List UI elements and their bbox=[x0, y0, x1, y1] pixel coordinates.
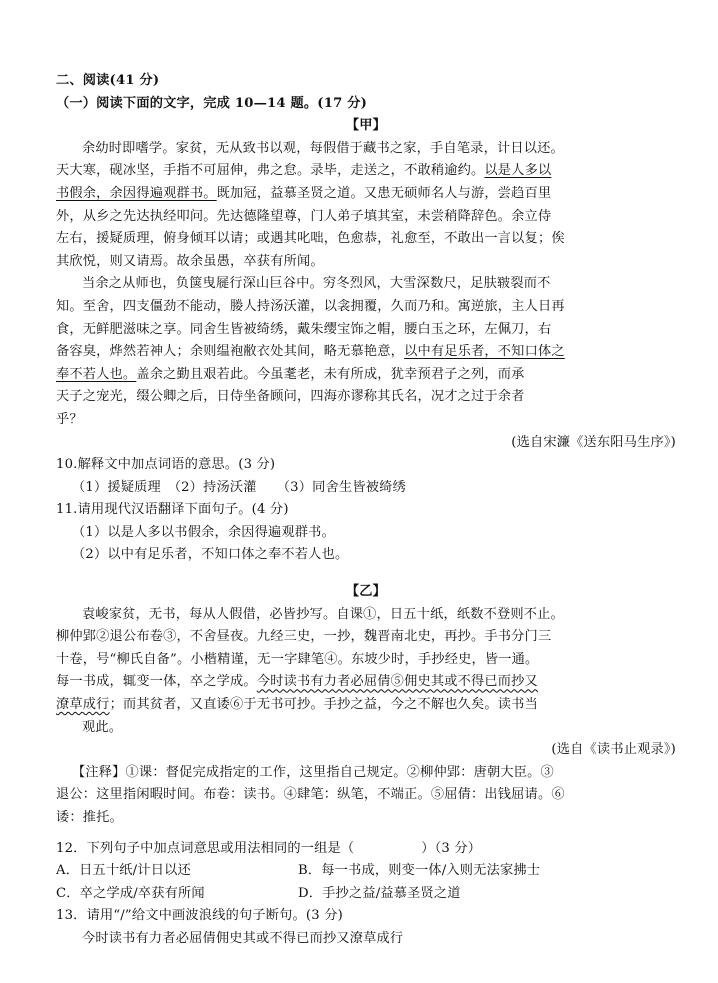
passage-text: ；而其贫者，又直诿⑥于无书可抄。手抄之益，今之不解也久矣。读书当 bbox=[109, 697, 538, 713]
wavy-underlined-sentence: 今时读书有力者必屈倩⑤佣史其或不得已而抄又 bbox=[256, 674, 538, 690]
passage-jia bbox=[56, 138, 676, 454]
passage-line: 食，无鲜肥滋味之享。同舍生皆被绮绣，戴朱缨宝饰之帽，腰白玉之环，左佩刀，右 bbox=[56, 321, 552, 337]
passage-text: 每一书成，辄变一体，卒之学成。 bbox=[56, 674, 257, 690]
passage-line bbox=[56, 364, 676, 387]
question-11-item-1: （1）以是人多以书假余，余因得遍观群书。 bbox=[72, 524, 335, 540]
underlined-sentence: 书假余，余因得遍观群书。 bbox=[56, 185, 217, 201]
option-a: A．日五十纸/计日以还 bbox=[56, 863, 191, 879]
passage-source: (选自《读书止观录》) bbox=[551, 742, 676, 758]
passage-text: 备容臭，烨然若神人；余则缊袍敝衣处其间，略无慕艳意， bbox=[56, 344, 405, 360]
passage-line: 柳仲郢②退公布卷③，不舍昼夜。九经三史，一抄，魏晋南北史，再抄。手书分门三 bbox=[56, 629, 552, 645]
annotation-line: 【注释】①课：督促完成指定的工作，这里指自己规定。②柳仲郢：唐朝大臣。③ bbox=[72, 764, 554, 780]
passage-line: 左右，援疑质理，俯身倾耳以请；或遇其叱咄，色愈恭，礼愈至，不敢出一言以复；俟 bbox=[56, 231, 565, 247]
part1-title: （一）阅读下面的文字，完成 10—14 题。(17 分) bbox=[56, 95, 368, 111]
passage-line: 知。至舍，四支僵劲不能动，媵人持汤沃灌，以衾拥覆，久而乃和。寓逆旅，主人日再 bbox=[56, 298, 565, 314]
underlined-sentence: 以是人多以 bbox=[484, 163, 552, 179]
question-11-item-2: （2）以中有足乐者，不知口体之奉不若人也。 bbox=[72, 547, 349, 563]
passage-jia-title: 【甲】 bbox=[345, 118, 387, 134]
passage-line: 天子之宠光，缀公卿之后，日侍坐备顾问，四海亦谬称其氏名，况才之过于余者 bbox=[56, 389, 525, 405]
question-12-options-row bbox=[56, 860, 676, 883]
option-c: C．卒之学成/卒获有所闻 bbox=[56, 885, 205, 901]
passage-line: 其欣悦，则又请焉。故余虽愚，卒获有所闻。 bbox=[56, 253, 324, 269]
passage-line: 十卷，号“柳氏自备”。小楷精谨，无一字肆笔④。东坡少时，手抄经史，皆一通。 bbox=[56, 651, 539, 667]
passage-text: 既加冠，益慕圣贤之道。又患无硕师名人与游，尝趋百里 bbox=[216, 185, 552, 201]
wavy-underlined-sentence: 潦草成行 bbox=[56, 697, 110, 713]
question-12-stem: 12．下列句子中加点词意思或用法相同的一组是（ ）（3 分） bbox=[56, 840, 482, 856]
passage-source: (选自宋濂《送东阳马生序》) bbox=[511, 434, 676, 450]
passage-yi bbox=[56, 604, 676, 830]
option-d: D．手抄之益/益慕圣贤之道 bbox=[298, 885, 461, 901]
passage-text: 盖余之勤且艰若此。今虽耄老，未有所成，犹幸预君子之列，而承 bbox=[136, 366, 525, 382]
question-10-stem: 10.解释文中加点词语的意思。(3 分) bbox=[56, 457, 276, 473]
passage-line: 余幼时即嗜学。家贫，无从致书以观，每假借于藏书之家，手自笔录，计日以还。 bbox=[82, 140, 564, 156]
passage-line: 观此。 bbox=[82, 719, 123, 735]
section-title: 二、阅读(41 分) bbox=[56, 73, 160, 88]
annotation-line: 诿：推托。 bbox=[56, 810, 123, 825]
underlined-sentence: 奉不若人也。 bbox=[56, 366, 137, 382]
annotation-line: 退公：这里指闲暇时间。布卷：读书。④肆笔：纵笔，不端正。⑤屈倩：出钱屈请。⑥ bbox=[56, 787, 565, 803]
question-13-sentence: 今时读书有力者必屈倩佣史其或不得已而抄又潦草成行 bbox=[82, 930, 404, 946]
passage-line bbox=[56, 160, 676, 183]
passage-line bbox=[56, 694, 676, 717]
passage-line: 乎？ bbox=[56, 411, 83, 427]
question-13-stem: 13．请用“/”给文中画波浪线的句子断句。(3 分) bbox=[56, 908, 343, 924]
underlined-sentence: 以中有足乐者，不知口体之 bbox=[404, 344, 565, 360]
passage-line: 袁峻家贫，无书，每从人假借，必皆抄写。自课①，日五十纸，纸数不登则不止。 bbox=[82, 606, 564, 622]
passage-yi-title: 【乙】 bbox=[345, 584, 387, 600]
passage-line bbox=[56, 183, 676, 206]
passage-text: 天大寒，砚冰坚，手指不可屈伸，弗之怠。录毕，走送之，不敢稍逾约。 bbox=[56, 163, 485, 179]
option-b: B．每一书成，则变一体/入则无法家拂士 bbox=[298, 863, 541, 879]
passage-line bbox=[56, 671, 676, 694]
question-11-stem: 11.请用现代汉语翻译下面句子。(4 分) bbox=[56, 502, 289, 518]
passage-line: 当余之从师也，负箧曳屣行深山巨谷中。穷冬烈风，大雪深数尺，足肤皲裂而不 bbox=[82, 276, 551, 292]
passage-line: 外，从乡之先达执经叩问。先达德隆望尊，门人弟子填其室，未尝稍降辞色。余立侍 bbox=[56, 208, 552, 224]
question-10-items: （1）援疑质理 （2）持汤沃灌 （3）同舍生皆被绮绣 bbox=[72, 479, 406, 495]
question-12-options-row bbox=[56, 883, 676, 906]
passage-line bbox=[56, 341, 676, 364]
document-page bbox=[56, 70, 676, 951]
